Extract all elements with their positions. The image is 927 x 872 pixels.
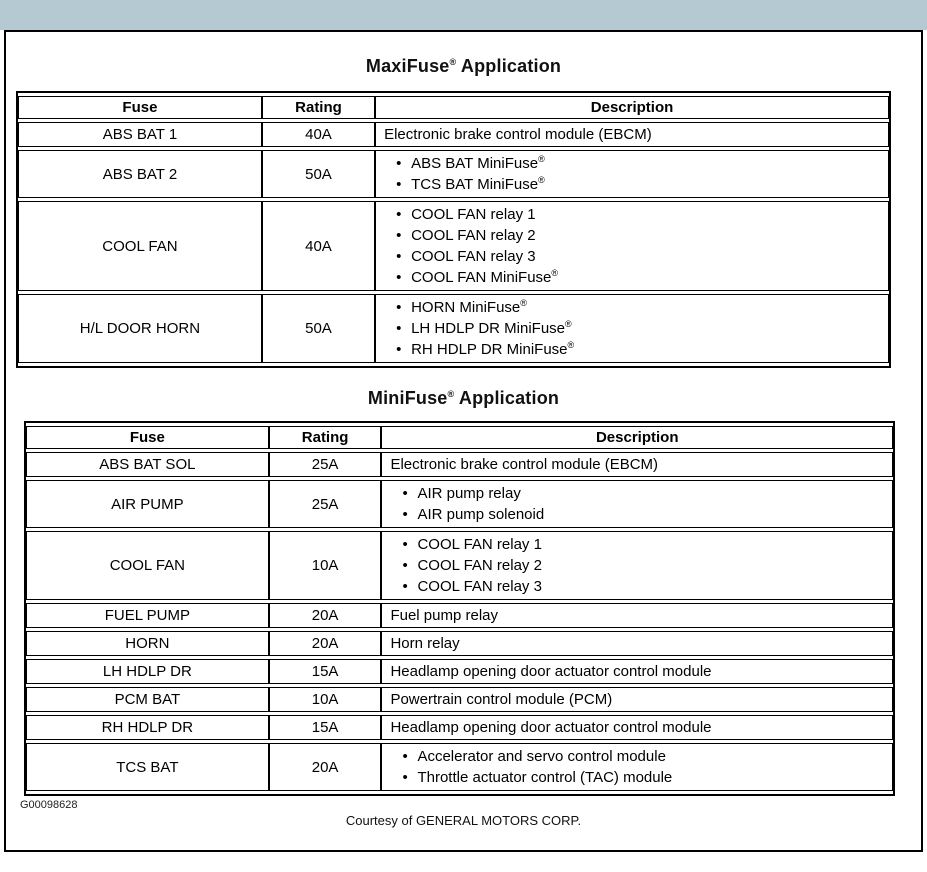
- bullet-icon: •: [402, 748, 408, 765]
- table-row: [18, 150, 889, 198]
- description-text: Accelerator and servo control module: [417, 748, 666, 765]
- description-text: Electronic brake control module (EBCM): [384, 126, 652, 143]
- column-header-fuse: Fuse: [18, 96, 262, 119]
- rating-cell: 40A: [262, 201, 375, 291]
- description-text: TCS BAT MiniFuse®: [411, 175, 545, 193]
- description-cell: [381, 715, 893, 740]
- table-row: [26, 743, 893, 791]
- table-row: [26, 687, 893, 712]
- bullet-icon: •: [402, 536, 408, 553]
- fuse-name-cell: AIR PUMP: [26, 480, 269, 528]
- description-bullet-item: [390, 576, 884, 597]
- description-text: Headlamp opening door actuator control module: [390, 663, 712, 680]
- table-title: MiniFuse® Application: [367, 388, 560, 408]
- description-cell: [381, 631, 893, 656]
- description-text: COOL FAN relay 1: [417, 536, 542, 553]
- table-header-row: [26, 426, 893, 449]
- description-text: LH HDLP DR MiniFuse®: [411, 319, 572, 337]
- description-cell: [375, 150, 889, 198]
- description-text: Throttle actuator control (TAC) module: [417, 769, 673, 786]
- table-row: [26, 480, 893, 528]
- bullet-icon: •: [402, 506, 408, 523]
- fuse-name-cell: ABS BAT SOL: [26, 452, 269, 477]
- description-text: HORN MiniFuse®: [411, 298, 527, 316]
- rating-cell: 25A: [269, 480, 382, 528]
- fuse-name-cell: LH HDLP DR: [26, 659, 269, 684]
- description-bullet-item: [384, 246, 880, 267]
- bullet-icon: •: [396, 206, 402, 223]
- description-bullet-item: [384, 204, 880, 225]
- figure-box: [4, 30, 923, 852]
- description-bullet-item: [384, 153, 880, 174]
- description-cell: [381, 687, 893, 712]
- table-row: [26, 603, 893, 628]
- fuse-name-cell: TCS BAT: [26, 743, 269, 791]
- rating-cell: 10A: [269, 531, 382, 600]
- bullet-icon: •: [396, 248, 402, 265]
- fuse-name-cell: COOL FAN: [26, 531, 269, 600]
- description-bullet-item: [384, 297, 880, 318]
- description-bullet-item: [384, 225, 880, 246]
- description-cell: [381, 480, 893, 528]
- description-bullet-item: [390, 555, 884, 576]
- bullet-icon: •: [396, 299, 402, 316]
- description-bullet-item: [384, 339, 880, 360]
- rating-cell: 20A: [269, 631, 382, 656]
- description-bullet-item: [390, 534, 884, 555]
- description-text: RH HDLP DR MiniFuse®: [411, 340, 575, 358]
- description-bullet-item: [390, 746, 884, 767]
- description-text: Powertrain control module (PCM): [390, 691, 613, 708]
- fuse-tables-container: [6, 56, 921, 796]
- rating-cell: 20A: [269, 743, 382, 791]
- description-text: AIR pump relay: [417, 485, 521, 502]
- fuse-table-section-maxifuse: [6, 56, 921, 368]
- rating-cell: 50A: [262, 150, 375, 198]
- table-header-row: [18, 96, 889, 119]
- column-header-description: Description: [375, 96, 889, 119]
- fuse-name-cell: PCM BAT: [26, 687, 269, 712]
- bullet-icon: •: [396, 269, 402, 286]
- description-text: ABS BAT MiniFuse®: [411, 154, 545, 172]
- description-cell: [381, 452, 893, 477]
- bullet-icon: •: [402, 769, 408, 786]
- description-bullet-item: [390, 504, 884, 525]
- bullet-icon: •: [396, 227, 402, 244]
- description-cell: [381, 659, 893, 684]
- bullet-icon: •: [402, 578, 408, 595]
- description-cell: [381, 531, 893, 600]
- table-title: MaxiFuse® Application: [365, 56, 562, 76]
- description-bullet-item: [390, 483, 884, 504]
- table-row: [26, 531, 893, 600]
- rating-cell: 50A: [262, 294, 375, 363]
- table-row: [26, 715, 893, 740]
- table-row: [26, 659, 893, 684]
- table-row: [18, 122, 889, 147]
- description-text: COOL FAN relay 3: [411, 248, 536, 265]
- bullet-icon: •: [396, 176, 402, 193]
- description-text: COOL FAN relay 1: [411, 206, 536, 223]
- description-text: COOL FAN relay 2: [417, 557, 542, 574]
- rating-cell: 10A: [269, 687, 382, 712]
- bullet-icon: •: [402, 485, 408, 502]
- bullet-icon: •: [402, 557, 408, 574]
- rating-cell: 25A: [269, 452, 382, 477]
- description-text: COOL FAN MiniFuse®: [411, 268, 559, 286]
- description-text: Electronic brake control module (EBCM): [390, 456, 659, 473]
- fuse-name-cell: RH HDLP DR: [26, 715, 269, 740]
- description-cell: [381, 743, 893, 791]
- fuse-name-cell: FUEL PUMP: [26, 603, 269, 628]
- description-cell: [375, 122, 889, 147]
- table-row: [18, 294, 889, 363]
- description-bullet-item: [384, 174, 880, 195]
- fuse-name-cell: ABS BAT 1: [18, 122, 262, 147]
- column-header-rating: Rating: [269, 426, 382, 449]
- fuse-name-cell: ABS BAT 2: [18, 150, 262, 198]
- column-header-description: Description: [381, 426, 893, 449]
- fuse-name-cell: H/L DOOR HORN: [18, 294, 262, 363]
- table-row: [26, 631, 893, 656]
- description-cell: [375, 201, 889, 291]
- description-text: COOL FAN relay 2: [411, 227, 536, 244]
- rating-cell: 15A: [269, 715, 382, 740]
- figure-id: G00098628: [20, 799, 78, 811]
- rating-cell: 15A: [269, 659, 382, 684]
- description-text: Headlamp opening door actuator control module: [390, 719, 712, 736]
- bullet-icon: •: [396, 341, 402, 358]
- description-bullet-item: [384, 267, 880, 288]
- rating-cell: 20A: [269, 603, 382, 628]
- table-row: [26, 452, 893, 477]
- description-text: AIR pump solenoid: [417, 506, 545, 523]
- rating-cell: 40A: [262, 122, 375, 147]
- courtesy-text: Courtesy of GENERAL MOTORS CORP.: [345, 813, 582, 828]
- bullet-icon: •: [396, 320, 402, 337]
- figure-caption-bar: [0, 0, 927, 30]
- description-cell: [375, 294, 889, 363]
- description-text: Horn relay: [390, 635, 460, 652]
- description-text: Fuel pump relay: [390, 607, 499, 624]
- column-header-rating: Rating: [262, 96, 375, 119]
- description-bullet-item: [390, 767, 884, 788]
- fuse-table-section-minifuse: [6, 388, 921, 796]
- fuse-table: [24, 421, 895, 796]
- fuse-table: [16, 91, 891, 368]
- column-header-fuse: Fuse: [26, 426, 269, 449]
- description-text: COOL FAN relay 3: [417, 578, 542, 595]
- description-cell: [381, 603, 893, 628]
- bullet-icon: •: [396, 155, 402, 172]
- table-row: [18, 201, 889, 291]
- fuse-name-cell: HORN: [26, 631, 269, 656]
- description-bullet-item: [384, 318, 880, 339]
- fuse-name-cell: COOL FAN: [18, 201, 262, 291]
